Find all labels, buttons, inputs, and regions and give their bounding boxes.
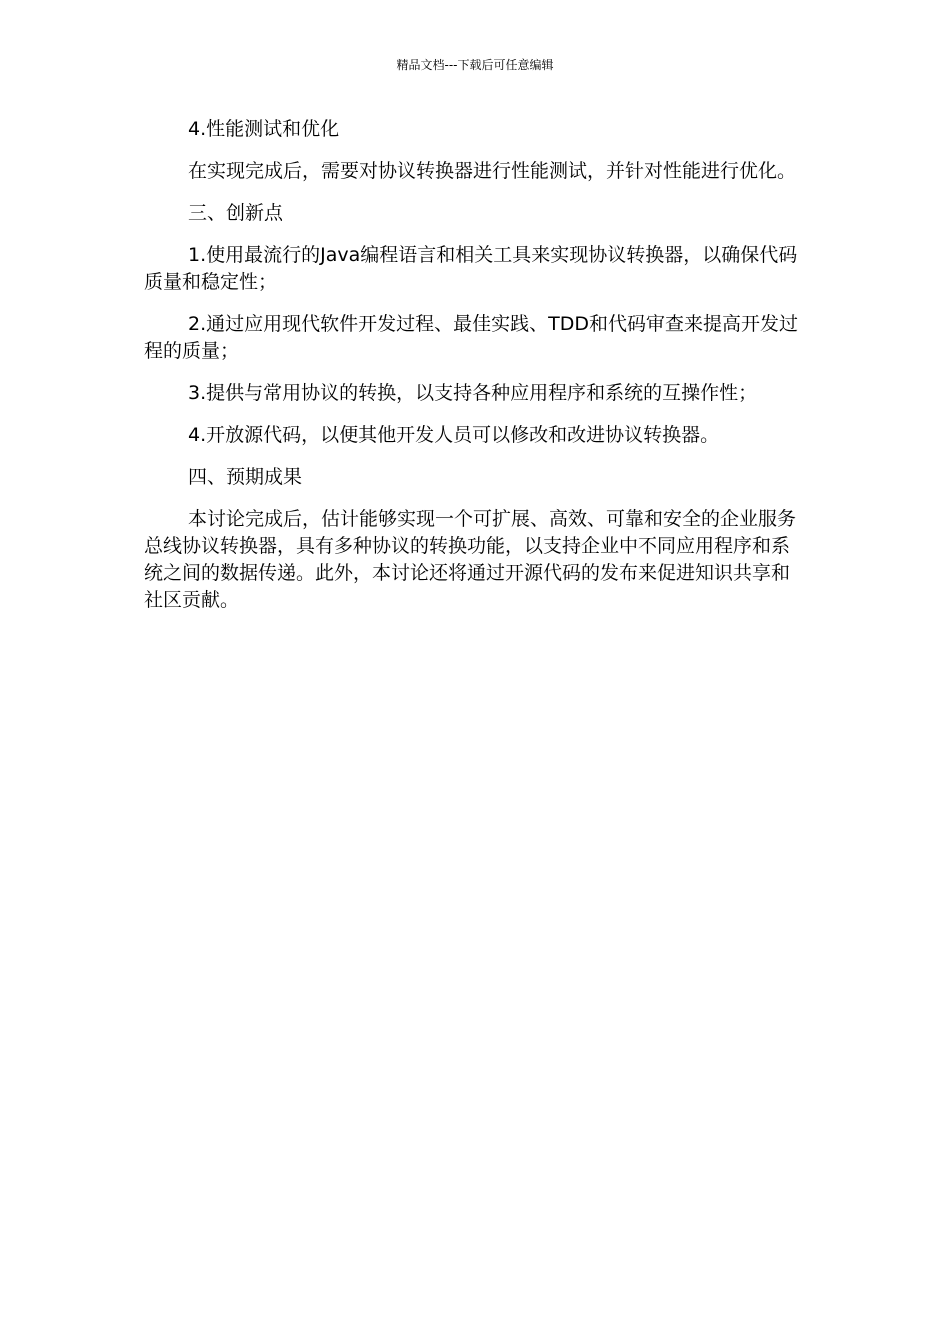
document-body [144, 116, 804, 629]
list-item-innovation-3: 3.提供与常用协议的转换，以支持各种应用程序和系统的互操作性； [188, 382, 758, 404]
list-item-innovation-2: 2.通过应用现代软件开发过程、最佳实践、TDD和代码审查来提高开发过程的质量； [144, 313, 798, 362]
section-heading-innovation: 三、创新点 [188, 202, 284, 224]
list-item-innovation-1: 1.使用最流行的Java编程语言和相关工具来实现协议转换器，以确保代码质量和稳定性； [144, 244, 798, 293]
paragraph-expected-results: 本讨论完成后，估计能够实现一个可扩展、高效、可靠和安全的企业服务总线协议转换器，具有多种协议的转换功能，以支持企业中不同应用程序和系统之间的数据传递。此外，本讨论还将通过开源代码的发布来促进知识共享和社区贡献。 [144, 508, 797, 611]
section-subheading-performance: 4.性能测试和优化 [188, 118, 340, 140]
paragraph-performance-testing: 在实现完成后，需要对协议转换器进行性能测试，并针对性能进行优化。 [188, 160, 797, 182]
page-header: 精品文档---下载后可任意编辑 [396, 58, 554, 72]
section-heading-expected-results: 四、预期成果 [188, 466, 303, 488]
list-item-innovation-4: 4.开放源代码，以便其他开发人员可以修改和改进协议转换器。 [188, 424, 720, 446]
